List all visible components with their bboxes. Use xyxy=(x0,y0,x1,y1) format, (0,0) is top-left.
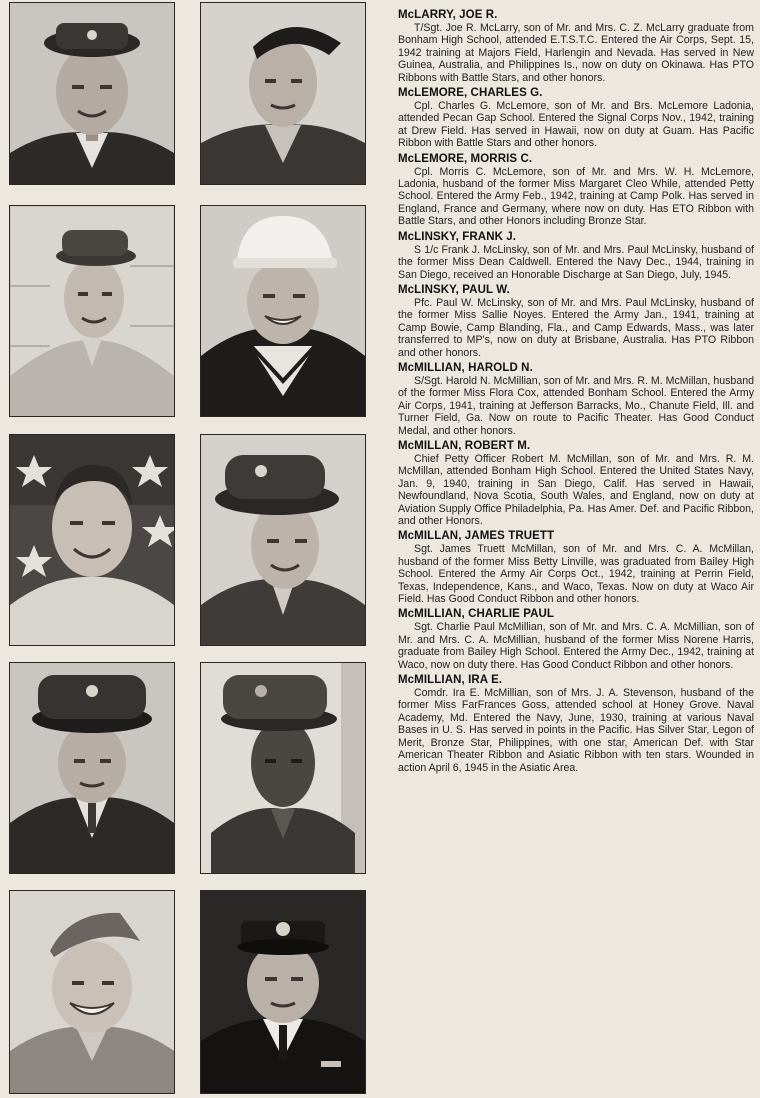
portrait-photo-mcmillian-harold xyxy=(200,434,366,646)
entry-name: McLEMORE, MORRIS C. xyxy=(398,152,533,165)
portrait-photo-mcmillan-james xyxy=(200,662,366,874)
biography-column xyxy=(398,9,754,777)
entry-mcmillan-james xyxy=(398,530,754,605)
entry-name: McMILLIAN, IRA E. xyxy=(398,674,503,687)
entry-name: McLINSKY, FRANK J. xyxy=(398,230,517,243)
entry-bio: Sgt. Charlie Paul McMillian, son of Mr. and Mrs. C. A. McMillian, son of Mr. and Mrs. C. A. McMillian, husband of the former Miss Norene Harris, graduate from Bailey High School. Entered the Army Dec., 1942, training at Waco, now on duty there. Has Good Conduct Ribbon and other honors. xyxy=(398,621,754,671)
entry-name: McMILLIAN, CHARLIE PAUL xyxy=(398,608,555,621)
entry-bio: S 1/c Frank J. McLinsky, son of Mr. and Mrs. Paul McLinsky, husband of the former Miss Dean Caldwell. Entered the Navy Dec., 1944, training in San Diego, received an Honorable Discharge at San Diego, July, 1945. xyxy=(398,243,754,281)
portrait-photo-mcmillan-robert xyxy=(9,662,175,874)
entry-bio: T/Sgt. Joe R. McLarry, son of Mr. and Mrs. C. Z. McLarry graduate from Bonham High School, attended E.T.S.T.C. Entered the Air Corps, Sept. 15, 1942 training at Majors Field, Harlengin and Nevada. Has served in New Guinea, Australia, and Philippines Is., now on duty on Okinawa. Has PTO Ribbons with Battle Stars, and other honors. xyxy=(398,22,754,84)
portrait-photo-mcmillian-ira xyxy=(200,890,366,1094)
portrait-photo-mclarry xyxy=(9,2,175,185)
entry-mclemore-morris xyxy=(398,153,754,228)
entry-name: McMILLIAN, HAROLD N. xyxy=(398,361,533,374)
entry-name: McLEMORE, CHARLES G. xyxy=(398,87,543,100)
entry-bio: Cpl. Morris C. McLemore, son of Mr. and Mrs. W. H. McLemore, Ladonia, husband of the former Miss Margaret Cleo While, attended Petty School. Entered the Army Feb., 1942, training at Camp Polk. Has served in England, France and Germany, where now on duty. Has ETO Ribbon with Battle Stars, and other Honors including Bronze Star. xyxy=(398,165,754,228)
entry-mclarry xyxy=(398,9,754,84)
portrait-photo-mclinsky-paul xyxy=(9,434,175,646)
entry-mcmillian-ira xyxy=(398,674,754,774)
portrait-photo-mcmillian-charlie xyxy=(9,890,175,1094)
entry-name: McMILLAN, JAMES TRUETT xyxy=(398,530,555,543)
entry-bio: Cpl. Charles G. McLemore, son of Mr. and Brs. McLemore Ladonia, attended Pecan Gap School. Entered the Signal Corps Nov., 1942, training at Drew Field. Has served in Hawaii, now on duty at Guam. Has Pacific Ribbon with Battle Stars and other honors. xyxy=(398,100,754,150)
entry-name: McLARRY, JOE R. xyxy=(398,9,498,21)
entry-name: McLINSKY, PAUL W. xyxy=(398,283,510,296)
entry-mclemore-charles xyxy=(398,87,754,150)
entry-mcmillian-charlie xyxy=(398,608,754,671)
entry-bio: Chief Petty Officer Robert M. McMillan, son of Mr. and Mrs. R. M. McMillan, attended Bonham High School. Entered the United States Navy, Jan. 9, 1940, training in San Diego, Calif. Has served in Hawaii, Newfoundland, Nova Scotia, South Wales, and England, now on duty at Aviation Supply Office Philadelphia, Pa. Has Amer. Def. and Pacific Ribbon, and other Honors. xyxy=(398,452,754,527)
entry-bio: Pfc. Paul W. McLinsky, son of Mr. and Mrs. Paul McLinsky, husband of the former Miss Sallie Noyes. Entered the Army Jan., 1941, training at Camp Bowie, Camp Blanding, Fla., and Camp Edwards, Mass., was later transferred to MP's, now on duty at Brisbane, Australia. Has PTO Ribbon and other honors. xyxy=(398,296,754,359)
entry-bio: Comdr. Ira E. McMillian, son of Mrs. J. A. Stevenson, husband of the former Miss FarFrances Goss, attended school at Honey Grove. Naval Academy, Md. Entered the Navy, June, 1930, training at various Naval Bases in U. S. Has served in points in the Pacific. Has Silver Star, Legon of Merit, Bronze Star, Philippines, with one star, American Def. with Star American Theater Ribbon and Asiatic Ribbon with ten stars. Wounded in action April 6, 1945 in the Asiatic Area. xyxy=(398,687,754,774)
portrait-photo-mclemore-charles xyxy=(200,2,366,185)
entry-mcmillan-robert xyxy=(398,440,754,527)
entry-bio: S/Sgt. Harold N. McMillian, son of Mr. and Mrs. R. M. McMillan, husband of the former Miss Flora Cox, attended Bonham School. Entered the Army Air Corps, 1941, training at Jefferson Barracks, Mo., Chanute Field, Ill. and Turner Field, Ga. Now on route to Pacific Theater. Has Good Conduct Medal, and other honors. xyxy=(398,374,754,437)
entry-name: McMILLAN, ROBERT M. xyxy=(398,439,531,452)
portrait-photo-mclinsky-frank xyxy=(200,205,366,417)
entry-bio: Sgt. James Truett McMillan, son of Mr. and Mrs. C. A. McMillan, husband of the former Miss Betty Linville, was graduated from Bailey High School. Entered the Army Air Corps Oct., 1942, training at Perrin Field, Texas, Independence, Kans., and Waco, Texas. Now on duty at Waco Air Field. Has Good Conduct Ribbon and other honors. xyxy=(398,543,754,606)
portrait-photo-mclemore-morris xyxy=(9,205,175,417)
entry-mcmillian-harold xyxy=(398,362,754,437)
entry-mclinsky-frank xyxy=(398,231,754,281)
entry-mclinsky-paul xyxy=(398,284,754,359)
